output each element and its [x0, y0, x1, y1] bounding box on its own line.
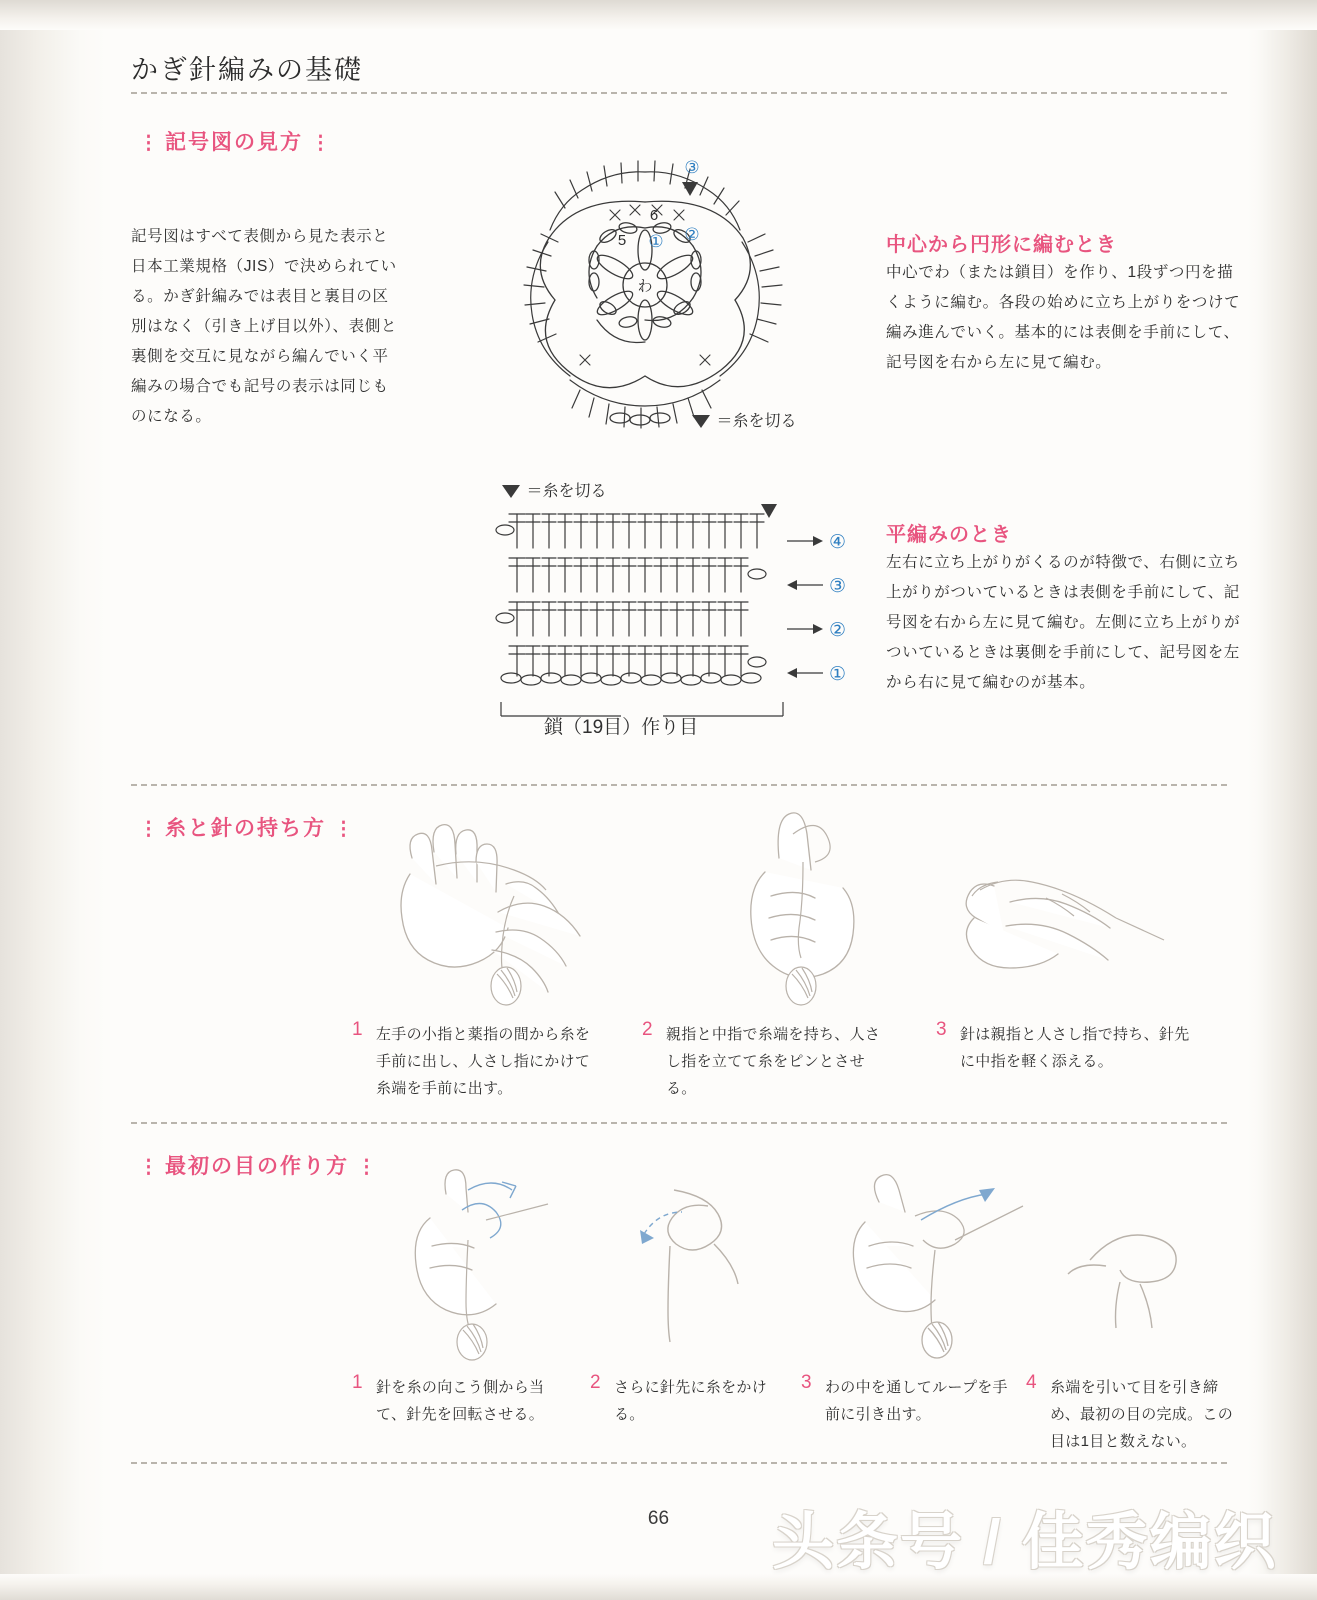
- first-stitch-step-3-number: 3: [801, 1372, 812, 1393]
- illustration-first-stitch-4: [1050, 1210, 1230, 1350]
- section-heading-holding-label: 糸と針の持ち方: [165, 817, 326, 840]
- foundation-chain-label: 鎖（19目）作り目: [544, 717, 699, 738]
- heading-deco-left-3: [131, 1157, 165, 1178]
- circle-note-title: 中心から円形に編むとき: [886, 234, 1117, 256]
- illustration-first-stitch-3: [825, 1160, 1035, 1360]
- holding-step-3-text: 針は親指と人さし指で持ち、針先に中指を軽く添える。: [960, 1026, 1190, 1070]
- motif-chart-diagram: [470, 150, 840, 440]
- svg-text:6: 6: [649, 207, 659, 224]
- heading-deco-left-2: [131, 819, 165, 840]
- illustration-first-stitch-2: [614, 1180, 794, 1350]
- divider-top: [131, 92, 1227, 94]
- holding-step-2-text: 親指と中指で糸端を持ち、人さし指を立てて糸をピンとさせる。: [666, 1026, 881, 1097]
- circle-note-body: 中心でわ（または鎖目）を作り、1段ずつ円を描くように編む。各段の始めに立ち上がりをつけて編み進んでいく。基本的には表側を手前にして、記号図を右から左に見て編む。: [886, 264, 1241, 371]
- illustration-holding-1: [376, 812, 626, 1012]
- first-stitch-step-1-text: 針を糸の向こう側から当て、針先を回転させる。: [376, 1379, 545, 1423]
- heading-deco-left: [131, 133, 165, 154]
- first-stitch-step-2-text: さらに針先に糸をかける。: [614, 1379, 768, 1423]
- flat-chart-diagram: [495, 500, 795, 700]
- flat-note-title: 平編みのとき: [886, 524, 1012, 546]
- section-heading-holding: [131, 812, 360, 842]
- holding-step-2-number: 2: [642, 1019, 653, 1040]
- holding-step-3-number: 3: [936, 1019, 947, 1040]
- section-heading-symbol-chart: [131, 126, 337, 156]
- divider-bottom: [131, 1462, 1227, 1464]
- svg-text:②: ②: [829, 620, 847, 641]
- svg-text:わ: わ: [637, 278, 653, 295]
- svg-text:①: ①: [648, 232, 664, 251]
- first-stitch-step-4-number: 4: [1026, 1372, 1037, 1393]
- first-stitch-step-2-number: 2: [590, 1372, 601, 1393]
- cut-yarn-legend-2-label: ＝糸を切る: [526, 483, 607, 500]
- cut-yarn-legend-1-label: ＝糸を切る: [716, 413, 797, 430]
- cut-yarn-legend-2: [500, 478, 606, 501]
- watermark: 头条号 / 佳秀编织: [772, 1508, 1278, 1577]
- illustration-holding-2: [705, 800, 925, 1015]
- symbol-chart-body: 記号図はすべて表側から見た表示と日本工業規格（JIS）で決められている。かぎ針編みでは表目と裏目の区別はなく（引き上げ目以外）、表側と裏側を交互に見ながら編んでいく平編みの場合でも記号の表示は同じものになる。: [131, 228, 397, 425]
- holding-step-1-number: 1: [352, 1019, 363, 1040]
- section-heading-first-stitch-label: 最初の目の作り方: [165, 1155, 349, 1178]
- illustration-holding-3: [950, 850, 1180, 990]
- first-stitch-step-3-text: わの中を通してループを手前に引き出す。: [825, 1379, 1008, 1423]
- cut-yarn-legend-1: [690, 408, 796, 431]
- svg-text:②: ②: [684, 225, 700, 244]
- illustration-first-stitch-1: [376, 1160, 576, 1360]
- page-title: かぎ針編みの基礎: [131, 55, 363, 85]
- svg-text:③: ③: [684, 158, 700, 177]
- first-stitch-step-1-number: 1: [352, 1372, 363, 1393]
- section-heading-first-stitch: [131, 1150, 383, 1180]
- svg-text:①: ①: [829, 664, 847, 685]
- divider-mid-2: [131, 1122, 1227, 1124]
- heading-deco-right: [303, 133, 337, 154]
- holding-step-1-text: 左手の小指と薬指の間から糸を手前に出し、人さし指にかけて糸端を手前に出す。: [376, 1026, 591, 1097]
- section-heading-symbol-chart-label: 記号図の見方: [165, 131, 303, 154]
- first-stitch-step-4-text: 糸端を引いて目を引き締め、最初の目の完成。この目は1目と数えない。: [1050, 1379, 1234, 1450]
- svg-text:5: 5: [617, 232, 627, 249]
- svg-text:④: ④: [829, 532, 847, 553]
- flat-note-body: 左右に立ち上がりがくるのが特徴で、右側に立ち上がりがついているときは表側を手前にして、記号図を右から左に見て編む。左側に立ち上がりがついているときは裏側を手前にして、記号図を左から右に見て編むのが基本。: [886, 554, 1241, 691]
- divider-mid-1: [131, 784, 1227, 786]
- flat-chart-row-markers: [785, 527, 845, 707]
- heading-deco-right-2: [326, 819, 360, 840]
- page-number: 66: [647, 1508, 670, 1529]
- svg-text:③: ③: [829, 576, 847, 597]
